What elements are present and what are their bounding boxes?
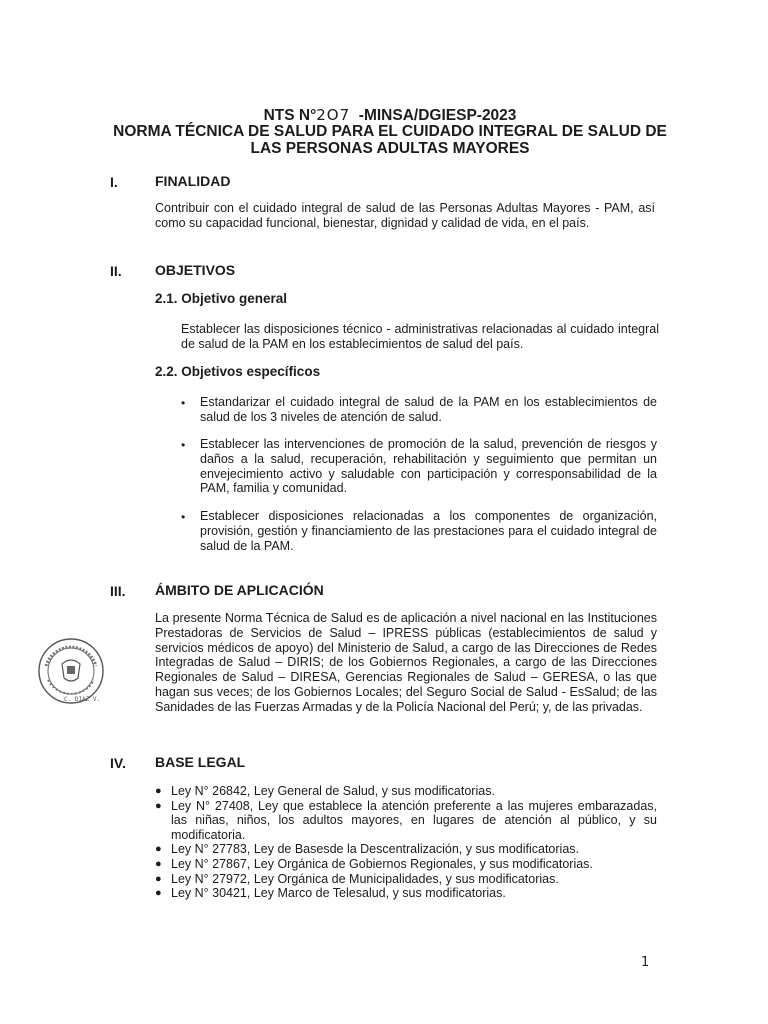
nts-prefix: NTS N° (263, 107, 317, 124)
nts-handwritten-number: 2O7 (316, 106, 351, 124)
list-item (155, 842, 657, 857)
page-number: 1 (641, 955, 650, 970)
objetivos-especificos-heading: 2.2. Objetivos específicos (155, 364, 321, 379)
list-item (155, 857, 657, 872)
bullet-icon: ● (155, 799, 162, 812)
objetivo-especifico-2: Establecer las intervenciones de promoción de la salud, prevención de riesgos y daños a la salud, recuperación, rehabilitación y seguimiento que permitan un envejecimiento activo y saludable con participación y corresponsabilidad de la PAM, familia y comunidad. (200, 437, 657, 496)
law-30421: Ley N° 30421, Ley Marco de Telesalud, y sus modificatorias. (171, 886, 506, 901)
nts-suffix: -MINSA/DGIESP-2023 (358, 107, 517, 124)
bullet-icon: ● (155, 857, 162, 870)
bullet-icon: ● (155, 887, 162, 900)
bullet-icon: • (181, 510, 186, 524)
section3-text: La presente Norma Técnica de Salud es de aplicación a nivel nacional en las Instituciones Prestadoras de Servicios de Salud – IPRESS públicas (establecimientos de salud y servicios médicos de apoyo) del Ministerio de Salud, a cargo de las Direcciones de Redes Integradas de Salud – DIRIS; de los Gobiernos Regionales, a cargo de las Direcciones Regionales de Salud – DIRESA, Gerencias Regionales de Salud – GERESA, o las que hagan sus veces; de los Gobiernos Locales; del Seguro Social de Salud - EsSalud; de las Sanidades de las Fuerzas Armadas y de la Policía Nacional del Perú; y, de las privadas. (155, 611, 657, 714)
objetivo-general-text: Establecer las disposiciones técnico - administrativas relacionadas al cuidado integral de salud de la PAM en los establecimientos de salud del país. (181, 322, 659, 351)
bullet-icon: ● (155, 843, 162, 856)
official-seal-stamp (36, 636, 106, 711)
legal-basis-list (155, 784, 657, 901)
bullet-icon: ● (155, 785, 162, 797)
section2-number: II. (110, 263, 122, 279)
list-item (155, 886, 657, 901)
seal-signature-text: C. DIAZ V. (64, 696, 101, 703)
objetivo-general-heading: 2.1. Objetivo general (155, 291, 288, 306)
section4-title: BASE LEGAL (155, 754, 246, 770)
section1-number: I. (110, 174, 118, 190)
section3-number: III. (110, 583, 126, 599)
objetivo-especifico-1: Estandarizar el cuidado integral de salud de la PAM en los establecimientos de salud de los 3 niveles de atención de salud. (200, 395, 657, 424)
section1-text: Contribuir con el cuidado integral de salud de las Personas Adultas Mayores - PAM, así como su capacidad funcional, bienestar, dignidad y calidad de vida, en el país. (155, 201, 655, 230)
law-27408: Ley N° 27408, Ley que establece la atención preferente a las mujeres embarazadas, las niñas, niños, los adultos mayores, en lugares de atención al público, y su modificatoria. (171, 798, 657, 842)
law-26842: Ley N° 26842, Ley General de Salud, y sus modificatorias. (171, 784, 495, 798)
law-27783: Ley N° 27783, Ley de Basesde la Descentralización, y sus modificatorias. (171, 842, 579, 857)
bullet-icon: ● (155, 872, 162, 885)
list-item (155, 799, 657, 843)
document-title-line1: NORMA TÉCNICA DE SALUD PARA EL CUIDADO INTEGRAL DE SALUD DE (113, 123, 667, 140)
section1-title: FINALIDAD (155, 173, 231, 189)
list-item (155, 784, 657, 799)
bullet-icon: • (181, 438, 186, 452)
document-title-line2: LAS PERSONAS ADULTAS MAYORES (250, 140, 530, 157)
list-item (155, 872, 657, 887)
bullet-icon: • (181, 396, 186, 410)
section3-title: ÁMBITO DE APLICACIÓN (155, 582, 324, 598)
law-27972: Ley N° 27972, Ley Orgánica de Municipalidades, y sus modificatorias. (171, 871, 559, 886)
law-27867: Ley N° 27867, Ley Orgánica de Gobiernos Regionales, y sus modificatorias. (171, 856, 593, 871)
section4-number: IV. (110, 755, 126, 771)
section2-title: OBJETIVOS (155, 262, 236, 278)
objetivo-especifico-3: Establecer disposiciones relacionadas a los componentes de organización, provisión, gestión y financiamiento de las prestaciones para el cuidado integral de salud de la PAM. (200, 509, 657, 553)
